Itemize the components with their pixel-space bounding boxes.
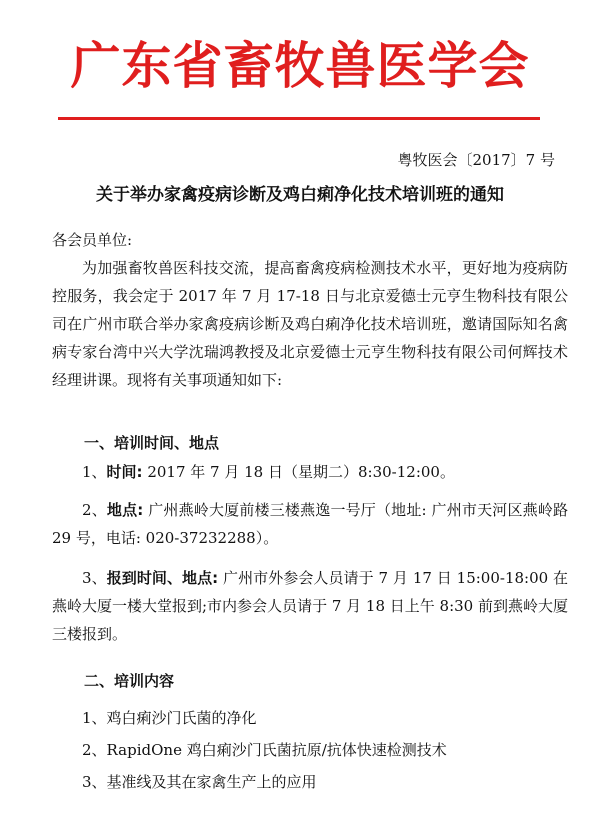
item-label: 时间: [106,463,143,481]
document-number: 粤牧医会〔2017〕7 号 [397,151,555,169]
salutation: 各会员单位: [52,231,133,249]
item-number: 2、 [82,501,107,519]
item-text: 2017 年 7 月 18 日（星期二）8:30-12:00。 [147,463,455,481]
item-label: 地点: [106,501,144,519]
notice-title: 关于举办家禽疫病诊断及鸡白痢净化技术培训班的通知 [96,185,504,205]
intro-paragraph: 为加强畜牧兽医科技交流，提高畜禽疫病检测技术水平，更好地为疫病防控服务，我会定于 2017 年 7 月 17-18 日与北京爱德士元亨生物科技有限公司在广州市联合举办家禽疫病诊断及鸡白痢净化技术培训班，邀请国际知名禽病专家台湾中兴大学沈瑞鸿教授及北京爱德士元亨生物科技有限公司何辉技术经理讲课。现将有关事项通知如下: [52,259,568,389]
section2-item-1: 1、鸡白痢沙门氏菌的净化 [82,709,257,727]
organization-letterhead: 广东省畜牧兽医学会 [70,37,530,95]
item-number: 3、 [82,569,107,587]
letterhead-red-rule [58,117,540,120]
section1-item-location [52,496,568,552]
section1-heading: 一、培训时间、地点 [84,434,220,452]
item-label: 报到时间、地点: [106,569,219,587]
item-text: 广州市外参会人员请于 7 月 17 日 15:00-18:00 在燕岭大厦一楼大堂报到;市内参会人员请于 7 月 18 日上午 8:30 前到燕岭大厦三楼报到。 [52,569,569,643]
item-number: 1、 [82,463,107,481]
section2-heading: 二、培训内容 [84,672,175,690]
section1-item-time [52,458,568,486]
section1-item-registration [52,564,568,648]
section2-item-3: 3、基准线及其在家禽生产上的应用 [82,773,317,791]
section2-item-2: 2、RapidOne 鸡白痢沙门氏菌抗原/抗体快速检测技术 [82,741,447,759]
item-text: 广州燕岭大厦前楼三楼燕逸一号厅（地址: 广州市天河区燕岭路 29 号，电话: 020-37232288）。 [52,501,569,547]
